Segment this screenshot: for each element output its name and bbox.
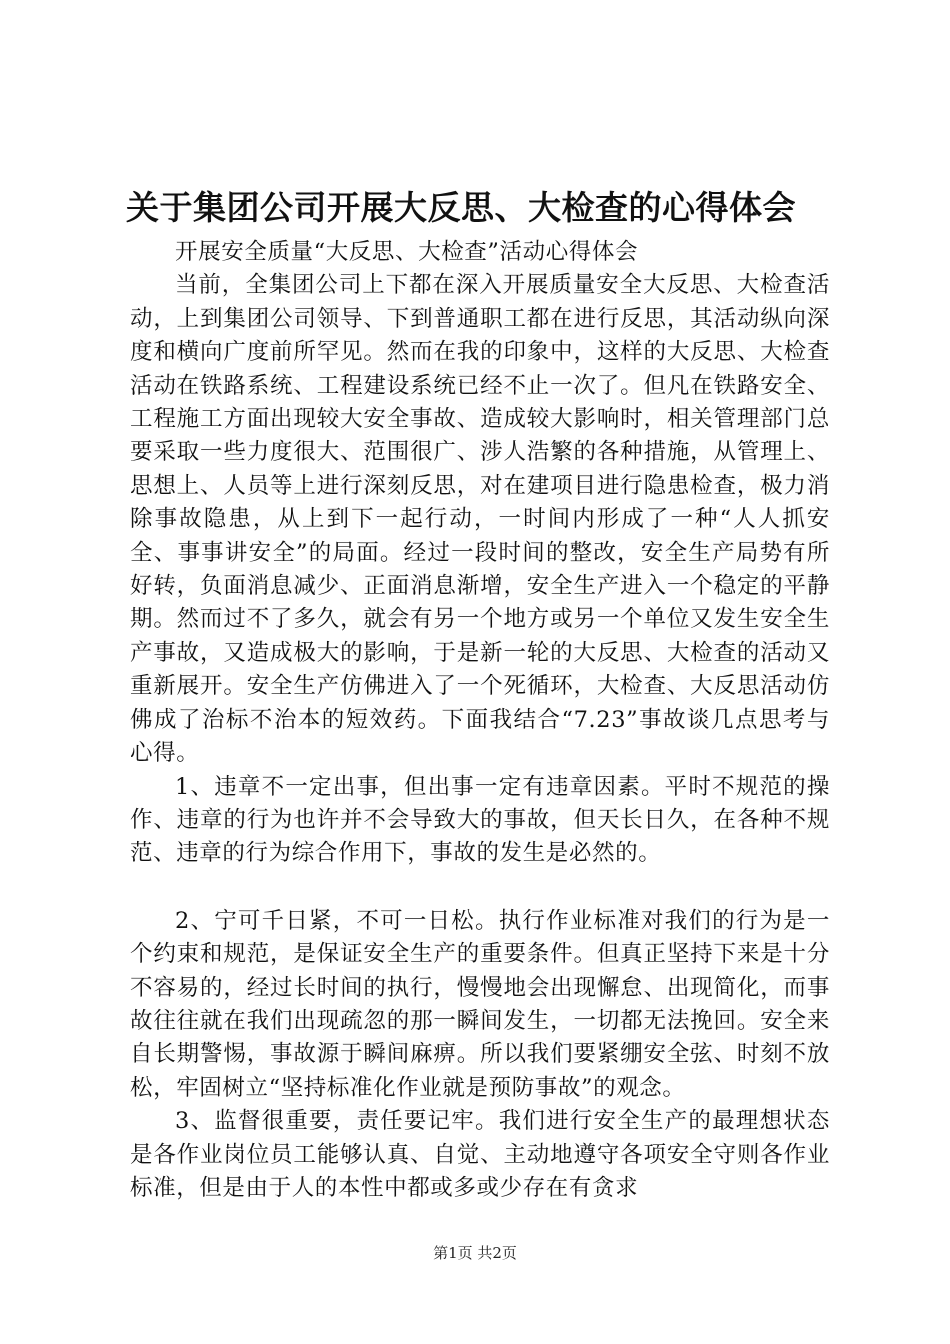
paragraph-intro: 当前，全集团公司上下都在深入开展质量安全大反思、大检查活动，上到集团公司领导、下到普通职工都在进行反思，其活动纵向深度和横向广度前所罕见。然而在我的印象中，这样的大反思、大检查活动在铁路系统、工程建设系统已经不止一次了。但凡在铁路安全、工程施工方面出现较大安全事故、造成较大影响时，相关管理部门总要采取一些力度很大、范围很广、涉人浩繁的各种措施，从管理上、思想上、人员等上进行深刻反思，对在建项目进行隐患检查，极力消除事故隐患，从上到下一起行动，一时间内形成了一种“人人抓安全、事事讲安全”的局面。经过一段时间的整改，安全生产局势有所好转，负面消息减少、正面消息渐增，安全生产进入一个稳定的平静期。然而过不了多久，就会有另一个地方或另一个单位又发生安全生产事故，又造成极大的影响，于是新一轮的大反思、大检查的活动又重新展开。安全生产仿佛进入了一个死循环，大检查、大反思活动仿佛成了治标不治本的短效药。下面我结合“7.23”事故谈几点思考与心得。: [130, 272, 830, 767]
paragraph-point-2: 2、宁可千日紧，不可一日松。执行作业标准对我们的行为是一个约束和规范，是保证安全生产的重要条件。但真正坚持下来是十分不容易的，经过长时间的执行，慢慢地会出现懈怠、出现简化，而事故往往就在我们出现疏忽的那一瞬间发生，一切都无法挽回。安全来自长期警惕，事故源于瞬间麻痹。所以我们要紧绷安全弦、时刻不放松，牢固树立“坚持标准化作业就是预防事故”的观念。: [130, 907, 830, 1101]
paragraph-point-1: 1、违章不一定出事，但出事一定有违章因素。平时不规范的操作、违章的行为也许并不会导致大的事故，但天长日久，在各种不规范、违章的行为综合作用下，事故的发生是必然的。: [130, 773, 830, 867]
paragraph-point-3: 3、监督很重要，责任要记牢。我们进行安全生产的最理想状态是各作业岗位员工能够认真、自觉、主动地遵守各项安全守则各作业标准，但是由于人的本性中都或多或少存在有贪求: [130, 1108, 830, 1201]
page-number-footer: 第1页 共2页: [433, 1244, 517, 1262]
document-title: 关于集团公司开展大反思、大检查的心得体会: [126, 188, 796, 227]
document-body: [130, 236, 830, 1205]
document-subtitle: 开展安全质量“大反思、大检查”活动心得体会: [175, 239, 639, 265]
